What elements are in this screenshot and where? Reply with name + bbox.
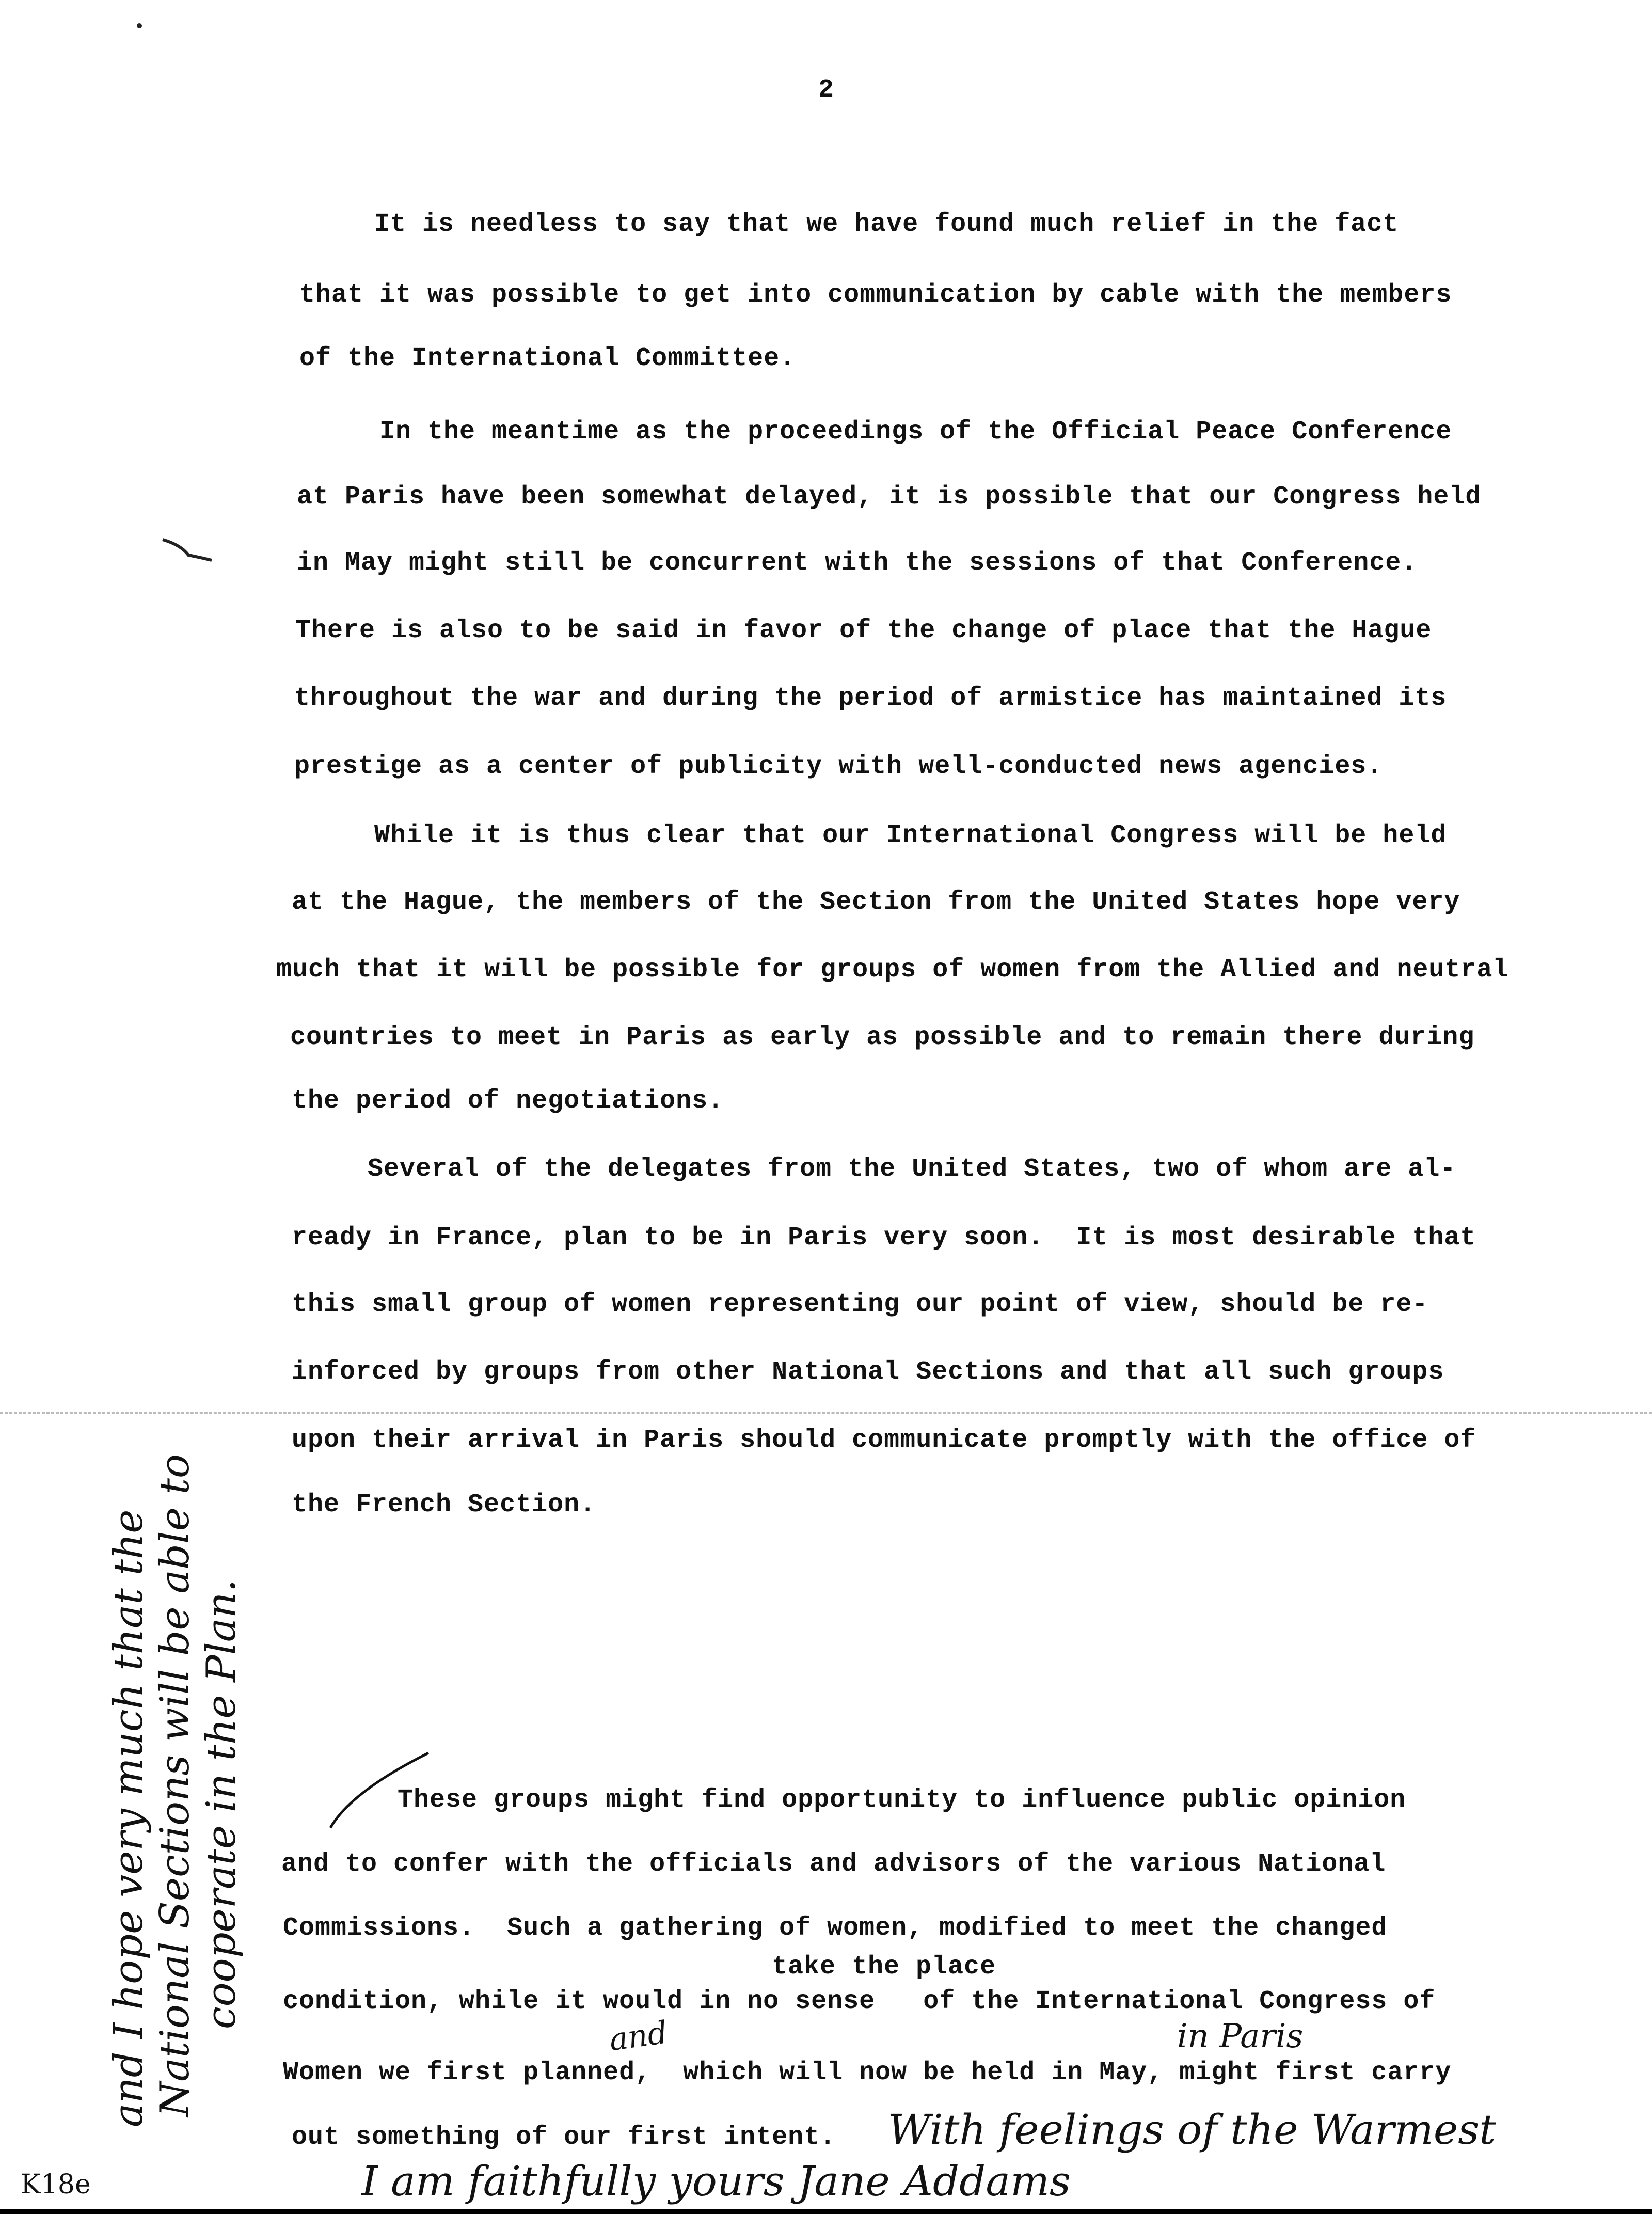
- text-line: that it was possible to get into communication by cable with the members: [299, 280, 1452, 310]
- text-line: Several of the delegates from the United States, two of whom are al-: [368, 1155, 1456, 1184]
- handwritten-signature: I am faithfully yours Jane Addams: [361, 2157, 1071, 2205]
- handwritten-insertion: and: [607, 2014, 670, 2059]
- text-line: the French Section.: [292, 1490, 596, 1520]
- inserted-text: take the place: [772, 1952, 996, 1982]
- text-line: Women we first planned, which will now be held in May, might first carry: [283, 2058, 1452, 2088]
- text-line: throughout the war and during the period of armistice has maintained its: [294, 684, 1447, 713]
- text-line: and to confer with the officials and advisors of the various National: [281, 1849, 1386, 1879]
- text-line: inforced by groups from other National Sections and that all such groups: [292, 1357, 1444, 1387]
- text-line: much that it will be possible for groups of women from the Allied and neutral: [276, 955, 1509, 985]
- text-line: at the Hague, the members of the Section from the United States hope very: [292, 888, 1460, 917]
- page-number: 2: [818, 75, 834, 105]
- text-line: Commissions. Such a gathering of women, modified to meet the changed: [283, 1913, 1388, 1943]
- text-line: at Paris have been somewhat delayed, it is possible that our Congress held: [297, 482, 1482, 512]
- text-line: in May might still be concurrent with the sessions of that Conference.: [297, 548, 1418, 578]
- text-line: ready in France, plan to be in Paris very soon. It is most desirable that: [292, 1223, 1476, 1253]
- text-line: out something of our first intent.: [292, 2123, 836, 2152]
- handwritten-closing: With feelings of the Warmest: [888, 2106, 1496, 2154]
- scan-edge: [0, 2209, 1652, 2214]
- scan-fold-line: [0, 1412, 1652, 1414]
- text-line: While it is thus clear that our International Congress will be held: [374, 821, 1447, 850]
- text-line: upon their arrival in Paris should communicate promptly with the office of: [292, 1426, 1476, 1455]
- text-line: the period of negotiations.: [292, 1086, 724, 1116]
- text-line: These groups might find opportunity to influence public opinion: [398, 1785, 1406, 1815]
- text-line: of the International Committee.: [299, 344, 796, 373]
- text-line: condition, while it would in no sense of the International Congress of: [283, 1987, 1436, 2016]
- scan-speck: [137, 23, 142, 28]
- text-line: prestige as a center of publicity with well-conducted news agencies.: [294, 752, 1383, 781]
- margin-scribble: [160, 534, 217, 565]
- text-line: In the meantime as the proceedings of the Official Peace Conference: [379, 417, 1452, 447]
- handwritten-insertion: in Paris: [1177, 2017, 1304, 2055]
- text-line: It is needless to say that we have found much relief in the fact: [374, 210, 1399, 239]
- file-mark: K18e: [21, 2169, 91, 2200]
- text-line: There is also to be said in favor of the change of place that the Hague: [295, 616, 1432, 645]
- text-line: this small group of women representing our point of view, should be re-: [292, 1290, 1428, 1319]
- margin-note: and I hope very much that the: [105, 1509, 152, 2127]
- text-line: countries to meet in Paris as early as possible and to remain there during: [290, 1023, 1475, 1052]
- margin-note: National Sections will be able to: [152, 1454, 198, 2117]
- margin-note: cooperate in the Plan.: [198, 1579, 245, 2029]
